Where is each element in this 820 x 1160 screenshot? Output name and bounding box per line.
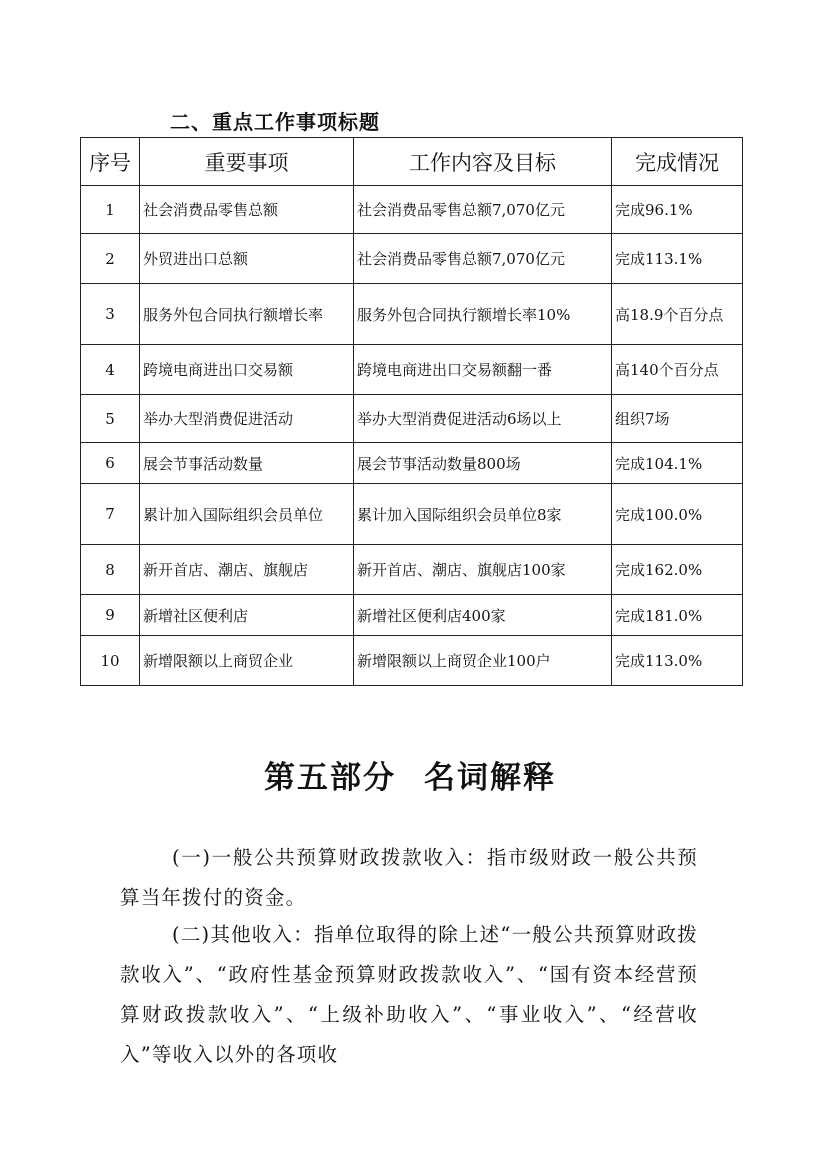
row-number: 8 <box>81 545 140 595</box>
definition-paragraph: (一)一般公共预算财政拨款收入：指市级财政一般公共预算当年拨付的资金。 <box>120 845 698 909</box>
row-item: 跨境电商进出口交易额 <box>140 345 354 395</box>
part-number: 第五部分 <box>264 760 396 796</box>
row-status: 完成162.0% <box>612 545 743 595</box>
row-status: 高18.9个百分点 <box>612 284 743 345</box>
part-title <box>0 752 820 797</box>
row-target: 新增限额以上商贸企业100户 <box>354 636 612 686</box>
part-name: 名词解释 <box>424 760 556 796</box>
table-row <box>81 186 743 234</box>
row-status: 完成104.1% <box>612 443 743 484</box>
table-row <box>81 234 743 284</box>
row-target: 服务外包合同执行额增长率10% <box>354 284 612 345</box>
table-row <box>81 284 743 345</box>
row-item: 展会节事活动数量 <box>140 443 354 484</box>
row-item: 新增限额以上商贸企业 <box>140 636 354 686</box>
row-number: 3 <box>81 284 140 345</box>
row-item: 服务外包合同执行额增长率 <box>140 284 354 345</box>
row-target: 新开首店、潮店、旗舰店100家 <box>354 545 612 595</box>
row-target: 跨境电商进出口交易额翻一番 <box>354 345 612 395</box>
header-number: 序号 <box>81 138 140 186</box>
row-status: 完成181.0% <box>612 595 743 636</box>
row-status: 组织7场 <box>612 395 743 443</box>
table-header-row <box>81 138 743 186</box>
header-item: 重要事项 <box>140 138 354 186</box>
table-row <box>81 545 743 595</box>
table-row <box>81 484 743 545</box>
row-item: 社会消费品零售总额 <box>140 186 354 234</box>
row-number: 7 <box>81 484 140 545</box>
definition-paragraph: (二)其他收入：指单位取得的除上述“一般公共预算财政拨款收入”、“政府性基金预算财政拨款收入”、“国有资本经营预算财政拨款收入”、“上级补助收入”、“事业收入”、“经营收入”等收入以外的各项收 <box>120 922 698 1066</box>
row-target: 展会节事活动数量800场 <box>354 443 612 484</box>
header-status: 完成情况 <box>612 138 743 186</box>
row-number: 10 <box>81 636 140 686</box>
row-status: 完成113.1% <box>612 234 743 284</box>
row-target: 举办大型消费促进活动6场以上 <box>354 395 612 443</box>
row-item: 累计加入国际组织会员单位 <box>140 484 354 545</box>
row-target: 社会消费品零售总额7,070亿元 <box>354 234 612 284</box>
row-item: 举办大型消费促进活动 <box>140 395 354 443</box>
row-item: 新增社区便利店 <box>140 595 354 636</box>
header-target: 工作内容及目标 <box>354 138 612 186</box>
row-item: 新开首店、潮店、旗舰店 <box>140 545 354 595</box>
row-status: 高140个百分点 <box>612 345 743 395</box>
table-row <box>81 636 743 686</box>
row-status: 完成100.0% <box>612 484 743 545</box>
table-row <box>81 345 743 395</box>
section-title: 二、重点工作事项标题 <box>170 110 380 134</box>
row-number: 6 <box>81 443 140 484</box>
row-number: 2 <box>81 234 140 284</box>
row-status: 完成96.1% <box>612 186 743 234</box>
row-target: 累计加入国际组织会员单位8家 <box>354 484 612 545</box>
row-status: 完成113.0% <box>612 636 743 686</box>
table-row <box>81 443 743 484</box>
row-item: 外贸进出口总额 <box>140 234 354 284</box>
row-number: 4 <box>81 345 140 395</box>
table-row <box>81 595 743 636</box>
row-number: 9 <box>81 595 140 636</box>
row-number: 1 <box>81 186 140 234</box>
row-target: 社会消费品零售总额7,070亿元 <box>354 186 612 234</box>
row-number: 5 <box>81 395 140 443</box>
key-work-items-table <box>80 137 743 686</box>
row-target: 新增社区便利店400家 <box>354 595 612 636</box>
table-row <box>81 395 743 443</box>
